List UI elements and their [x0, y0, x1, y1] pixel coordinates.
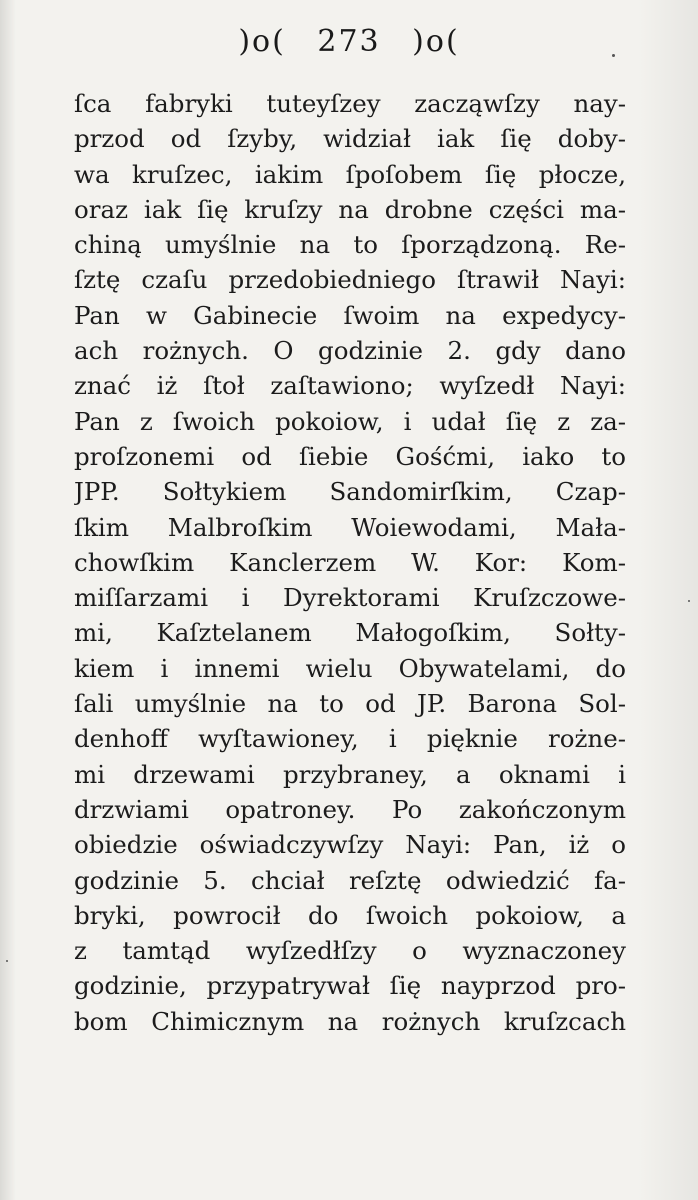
page-edge-shadow	[0, 0, 16, 1200]
text-line: godzinie, przypatrywał ſię nayprzod pro-	[74, 971, 626, 1001]
page-header	[0, 24, 698, 59]
text-line: chowſkim Kanclerzem W. Kor: Kom-	[74, 547, 626, 577]
text-line: JPP. Sołtykiem Sandomirſkim, Czap-	[74, 477, 626, 507]
page-number: 273	[317, 24, 381, 59]
body-text	[74, 86, 626, 1039]
text-line: drzwiami opatroney. Po zakończonym	[74, 794, 626, 824]
text-line: kiem i innemi wielu Obywatelami, do	[74, 653, 626, 683]
text-line: godzinie 5. chciał reſztę odwiedzić fa-	[74, 865, 626, 895]
text-line: chiną umyślnie na to ſporządzoną. Re-	[74, 230, 626, 260]
text-line: Pan z ſwoich pokoiow, i udał ſię z za-	[74, 406, 626, 436]
text-line: ſali umyślnie na to od JP. Barona Sol-	[74, 689, 626, 719]
text-line: proſzonemi od ſiebie Gośćmi, iako to	[74, 441, 626, 471]
text-line: wa kruſzec, iakim ſpoſobem ſię płocze,	[74, 159, 626, 189]
paper-speck	[6, 960, 8, 962]
header-ornament-right: )o(	[412, 24, 460, 59]
text-line: przod od ſzyby, widział iak ſię doby-	[74, 124, 626, 154]
text-line: denhoff wyſtawioney, i pięknie rożne-	[74, 724, 626, 754]
text-line: mi, Kaſztelanem Małogoſkim, Sołty-	[74, 618, 626, 648]
text-line: znać iż ſtoł zaſtawiono; wyſzedł Nayi:	[74, 371, 626, 401]
header-ornament-left: )o(	[238, 24, 286, 59]
text-line: Pan w Gabinecie ſwoim na expedycy-	[74, 300, 626, 330]
text-line: oraz iak ſię kruſzy na drobne części ma-	[74, 194, 626, 224]
paper-speck	[612, 54, 615, 57]
text-line: ſkim Malbroſkim Woiewodami, Mała-	[74, 512, 626, 542]
paper-speck	[688, 600, 690, 602]
text-line: z tamtąd wyſzedłſzy o wyznaczoney	[74, 936, 626, 966]
text-line: bryki, powrocił do ſwoich pokoiow, a	[74, 900, 626, 930]
text-line: ſztę czaſu przedobiedniego ſtrawił Nayi:	[74, 265, 626, 295]
text-line: ſca fabryki tuteyſzey zacząwſzy nay-	[74, 89, 626, 118]
text-line: miſſarzami i Dyrektorami Kruſzczowe-	[74, 583, 626, 613]
text-line: obiedzie oświadczywſzy Nayi: Pan, iż o	[74, 830, 626, 860]
text-line: bom Chimicznym na rożnych kruſzcach	[74, 1006, 626, 1036]
text-line: mi drzewami przybraney, a oknami i	[74, 759, 626, 789]
text-line: ach rożnych. O godzinie 2. gdy dano	[74, 336, 626, 366]
